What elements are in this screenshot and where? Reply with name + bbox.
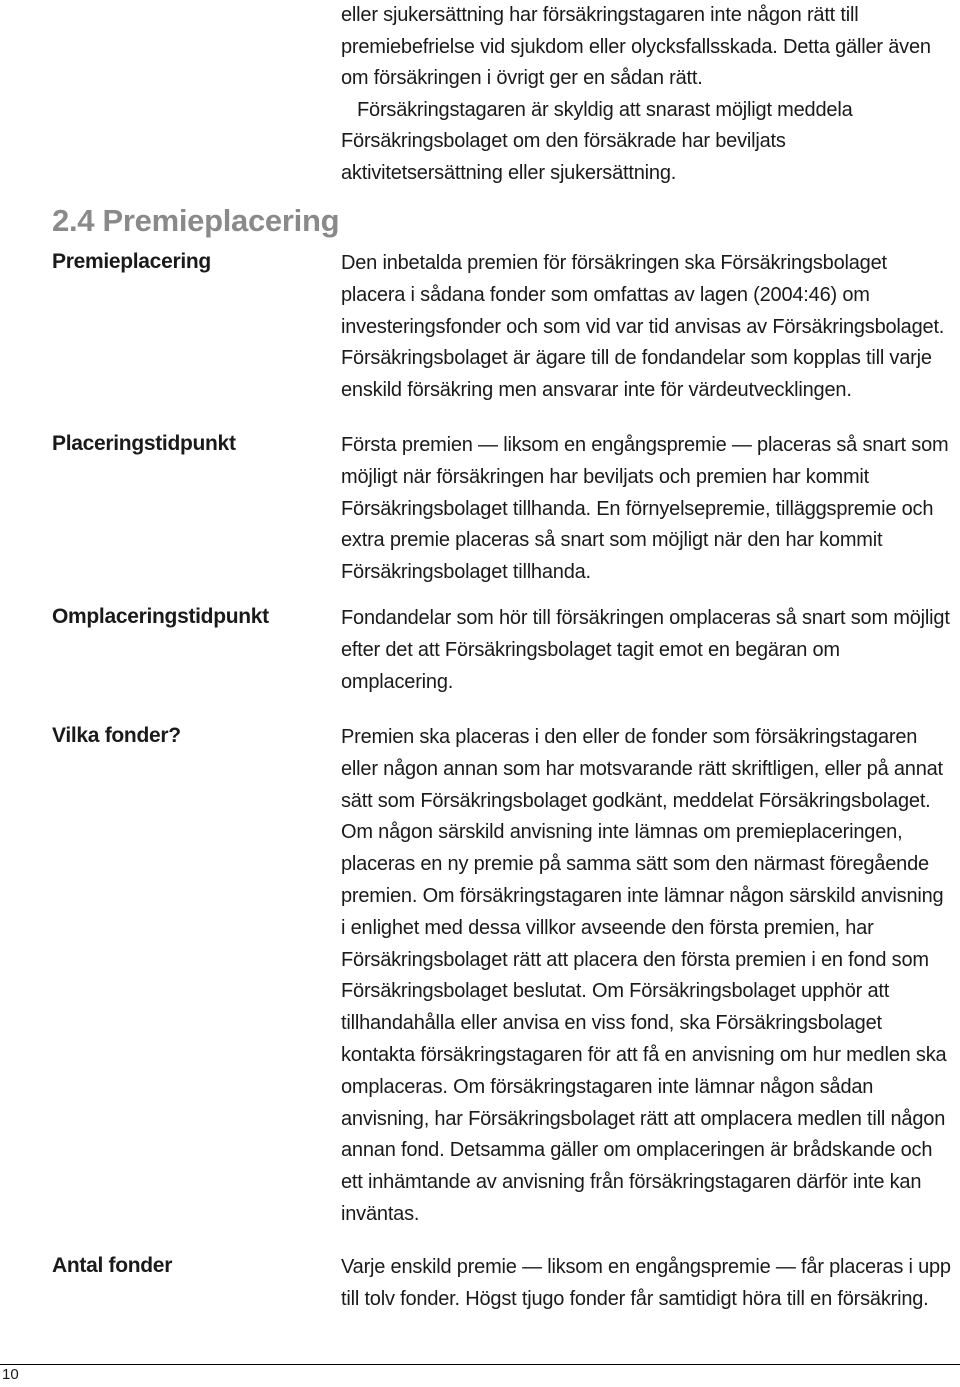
intro-paragraph-2: Försäkringstagaren är skyldig att snarast möjligt meddela Försäkringsbolaget om den försäkrade har beviljats aktivitetsersättning eller sjukersättning. (341, 98, 853, 184)
label-vilka-fonder: Vilka fonder? (52, 724, 181, 747)
label-omplaceringstidpunkt: Omplaceringstidpunkt (52, 605, 269, 628)
text-antal-fonder: Varje enskild premie — liksom en engångspremie — får placeras i upp till tolv fonder. Högst tjugo fonder får samtidigt höra till en försäkring. (341, 1256, 951, 1310)
label-premieplacering: Premieplacering (52, 250, 211, 273)
text-premieplacering: Den inbetalda premien för försäkringen ska Försäkringsbolaget placera i sådana fonder som omfattas av lagen (2004:46) om investeringsfonder och som vid var tid anvisas av Försäkringsbolaget. Försäkringsbolaget är ägare till de fondandelar som kopplas till varje enskild försäkring men ansvarar inte för värdeutvecklingen. (341, 252, 945, 402)
label-antal-fonder: Antal fonder (52, 1254, 173, 1277)
text-omplaceringstidpunkt: Fondandelar som hör till försäkringen omplaceras så snart som möjligt efter det att Försäkringsbolaget tagit emot en begäran om omplacering. (341, 607, 950, 693)
page-number: 10 (2, 1366, 19, 1383)
section-title: 2.4 Premieplacering (52, 203, 340, 238)
text-vilka-fonder: Premien ska placeras i den eller de fonder som försäkringstagaren eller någon annan som har motsvarande rätt skriftligen, eller på annat sätt som Försäkringsbolaget godkänt, meddelat Försäkringsbolaget. Om någon särskild anvisning inte lämnas om premieplaceringen, placeras en ny premie på samma sätt som den närmast föregående premien. Om försäkringstagaren inte lämnar någon särskild anvisning i enlighet med dessa villkor avseende den första premien, har Försäkringsbolaget rätt att placera den första premien i en fond som Försäkringsbolaget beslutat. Om Försäkringsbolaget upphör att tillhandahålla eller anvisa en viss fond, ska Försäkringsbolaget kontakta försäkringstagaren för att få en anvisning om hur medlen ska omplaceras. Om försäkringstagaren inte lämnar någon sådan anvisning, har Försäkringsbolaget rätt att omplacera medlen till någon annan fond. Detsamma gäller om omplaceringen är brådskande och ett inhämtande av anvisning från försäkringstagaren därför inte kan inväntas. (341, 726, 947, 1225)
page-footer-rule (0, 1364, 960, 1365)
intro-paragraph-1: eller sjukersättning har försäkringstagaren inte någon rätt till premiebefrielse vid sjukdom eller olycksfallsskada. Detta gäller även om försäkringen i övrigt ger en sådan rätt. (341, 4, 931, 89)
label-placeringstidpunkt: Placeringstidpunkt (52, 432, 236, 455)
intro-text (341, 0, 951, 189)
text-placeringstidpunkt: Första premien — liksom en engångspremie — placeras så snart som möjligt när försäkringen har beviljats och premien har kommit Försäkringsbolaget tillhanda. En förnyelsepremie, tilläggspremie och extra premie placeras så snart som möjligt när den har kommit Försäkringsbolaget tillhanda. (341, 434, 949, 584)
